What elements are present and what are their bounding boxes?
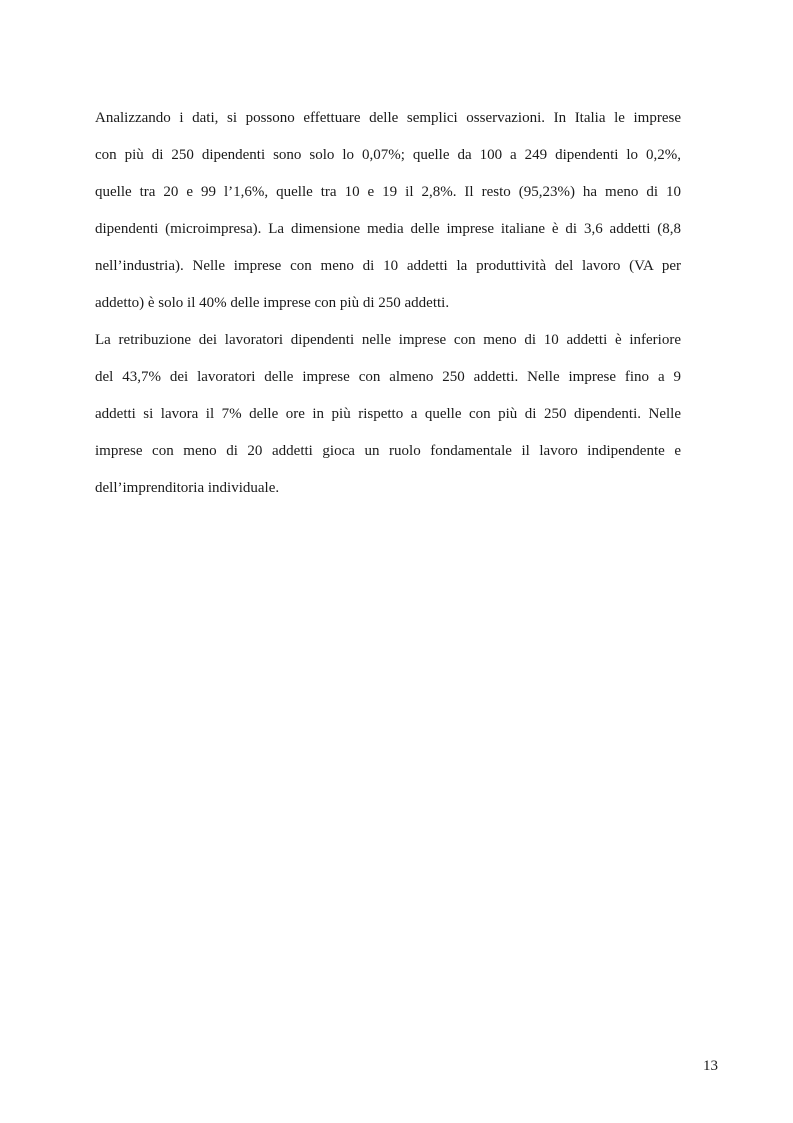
text-line: addetti si lavora il 7% delle ore in più rispetto a quelle con più di 250 dipendenti. Nelle (95, 406, 681, 422)
text-line: dipendenti (microimpresa). La dimensione media delle imprese italiane è di 3,6 addetti (8,8 (95, 221, 681, 237)
text-line: quelle tra 20 e 99 l’1,6%, quelle tra 10 e 19 il 2,8%. Il resto (95,23%) ha meno di 10 (95, 184, 681, 200)
paragraph-2 (95, 325, 681, 510)
text-line: dell’imprenditoria individuale. (95, 480, 280, 496)
text-line: addetto) è solo il 40% delle imprese con più di 250 addetti. (95, 295, 450, 311)
text-line: del 43,7% dei lavoratori delle imprese con almeno 250 addetti. Nelle imprese fino a 9 (95, 369, 681, 385)
text-line: Analizzando i dati, si possono effettuare delle semplici osservazioni. In Italia le imprese (95, 110, 681, 126)
text-line: imprese con meno di 20 addetti gioca un ruolo fondamentale il lavoro indipendente e (95, 443, 681, 459)
body-text (95, 103, 681, 510)
text-line: La retribuzione dei lavoratori dipendenti nelle imprese con meno di 10 addetti è inferiore (95, 332, 681, 348)
text-line: con più di 250 dipendenti sono solo lo 0,07%; quelle da 100 a 249 dipendenti lo 0,2%, (95, 147, 681, 163)
paragraph-1 (95, 103, 681, 325)
page-number: 13 (703, 1058, 718, 1074)
text-line: nell’industria). Nelle imprese con meno di 10 addetti la produttività del lavoro (VA per (95, 258, 681, 274)
